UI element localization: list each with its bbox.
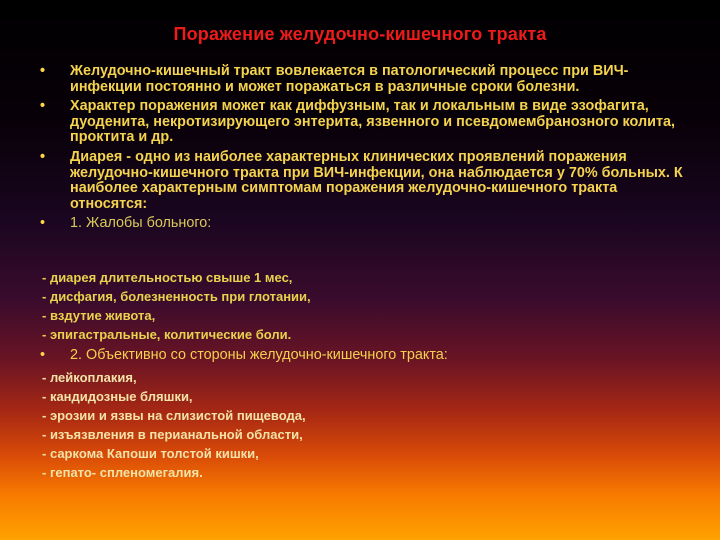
complaint-item: - вздутие живота, [42,308,156,323]
bullet-text: Диарея - одно из наиболее характерных клинических проявлений поражения желудочно-кишечного тракта при ВИЧ-инфекции, она наблюдается у 70% больных. К наиболее характерным симптомам поражения желудочно-кишечного тракта относятся: [70,148,683,212]
bullet-text: Желудочно-кишечный тракт вовлекается в патологический процесс при ВИЧ-инфекции постоянно и может поражаться в различные сроки болезни. [70,63,629,95]
bullet-marker: • [40,98,46,115]
complaints-list [42,268,642,344]
bullet-marker: • [40,148,46,165]
bullet-list [40,64,695,236]
objective-heading: 2. Объективно со стороны желудочно-кишечного тракта: [70,347,448,363]
objective-item: - саркома Капоши толстой кишки, [42,446,259,461]
complaint-item: - эпигастральные, колитические боли. [42,327,292,342]
bullet-marker: • [40,215,46,232]
complaint-item: - диарея длительностью свыше 1 мес, [42,270,293,285]
bullet-item [40,99,695,146]
slide-title: Поражение желудочно-кишечного тракта [173,24,547,44]
objective-item: - гепато- спленомегалия. [42,465,203,480]
objective-item: - кандидозные бляшки, [42,389,193,404]
objective-heading-item [40,347,710,363]
complaint-item: - дисфагия, болезненность при глотании, [42,289,311,304]
bullet-item [40,64,695,95]
bullet-marker: • [40,63,46,79]
bullet-item [40,150,695,212]
bullet-text: Характер поражения может как диффузным, так и локальным в виде эзофагита, дуоденита, некротизирующего энтерита, язвенного и псевдомембранозного колита, проктита и др. [70,98,676,146]
objective-item: - изъязвления в перианальной области, [42,427,303,442]
objective-list [42,368,642,482]
objective-item: - лейкоплакия, [42,370,137,385]
bullet-text: 1. Жалобы больного: [70,215,212,232]
bullet-marker: • [40,347,46,363]
bullet-item [40,216,695,232]
objective-item: - эрозии и язвы на слизистой пищевода, [42,408,306,423]
